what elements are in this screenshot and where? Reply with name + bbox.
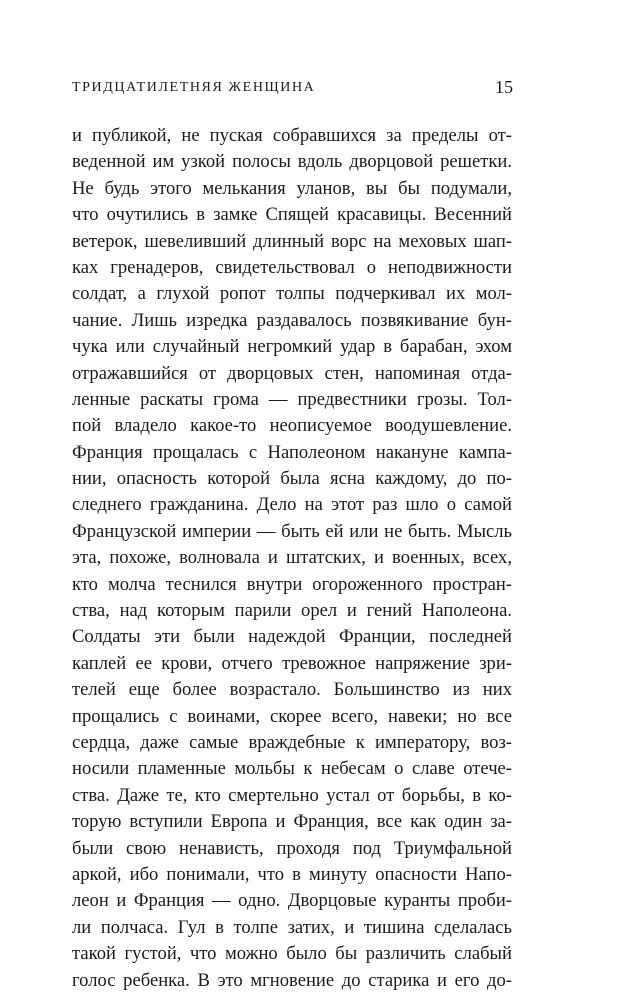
text-line: кто молча теснился внутри огороженного простран-	[72, 573, 512, 595]
text-line: носили пламенные мольбы к небесам о славе отече-	[72, 758, 512, 780]
text-line: веденной им узкой полосы вдоль дворцовой решетки.	[72, 151, 512, 173]
text-line: ках гренадеров, свидетельствовал о неподвижности	[72, 256, 512, 278]
text-line: нии, опасность которой была ясна каждому, до по-	[72, 468, 512, 490]
text-line: такой густой, что можно было бы различить слабый	[72, 943, 512, 965]
text-line: Солдаты эти были надеждой Франции, последней	[72, 626, 512, 648]
body-text	[72, 123, 512, 994]
text-line: ветерок, шевеливший длинный ворс на меховых шап-	[72, 230, 512, 252]
text-line: что очутились в замке Спящей красавицы. Весенний	[72, 204, 512, 226]
text-line: Не будь этого мелькания уланов, вы бы подумали,	[72, 177, 512, 199]
text-line: телей еще более возрастало. Большинство из них	[72, 679, 512, 701]
text-line: следнего гражданина. Дело на этот раз шло о самой	[72, 494, 512, 516]
text-line: эта, похоже, волновала и штатских, и военных, всех,	[72, 547, 512, 569]
text-line: ленные раскаты грома — предвестники грозы. Тол-	[72, 388, 512, 410]
text-line: каплей ее крови, отчего тревожное напряжение зри-	[72, 652, 512, 674]
text-line: Франция прощалась с Наполеоном накануне кампа-	[72, 441, 512, 463]
text-line: и публикой, не пуская собравшихся за пределы от-	[72, 125, 512, 146]
text-line: чука или случайный негромкий удар в барабан, эхом	[72, 336, 512, 358]
page-number: 15	[495, 77, 513, 97]
text-line: сердца, даже самые враждебные к императору, воз-	[72, 731, 512, 753]
text-line: солдат, а глухой ропот толпы подчеркивал их мол-	[72, 283, 512, 305]
text-line: ли полчаса. Гул в толпе затих, и тишина сделалась	[72, 916, 512, 938]
running-head-title: ТРИДЦАТИЛЕТНЯЯ ЖЕНЩИНА	[72, 80, 316, 95]
text-line: ства, над которым парили орел и гений Наполеона.	[72, 600, 512, 622]
text-line: леон и Франция — одно. Дворцовые куранты проби-	[72, 890, 512, 912]
text-line: аркой, ибо понимали, что в минуту опасности Напо-	[72, 863, 512, 885]
text-line: пой владело какое-то неописуемое воодушевление.	[72, 415, 512, 437]
text-line: торую вступили Европа и Франция, все как один за-	[72, 811, 512, 833]
text-line: голос ребенка. В это мгновение до старика и его до-	[72, 969, 512, 991]
text-line: чание. Лишь изредка раздавалось позвякивание бун-	[72, 309, 512, 331]
text-line: были свою ненависть, проходя под Триумфальной	[72, 837, 512, 859]
text-line: прощались с воинами, скорее всего, навеки; но все	[72, 705, 512, 727]
text-line: Французской империи — быть ей или не быть. Мысль	[72, 520, 512, 542]
text-line: ства. Даже те, кто смертельно устал от борьбы, в ко-	[72, 784, 512, 806]
text-line: отражавшийся от дворцовых стен, напоминая отда-	[72, 362, 512, 384]
